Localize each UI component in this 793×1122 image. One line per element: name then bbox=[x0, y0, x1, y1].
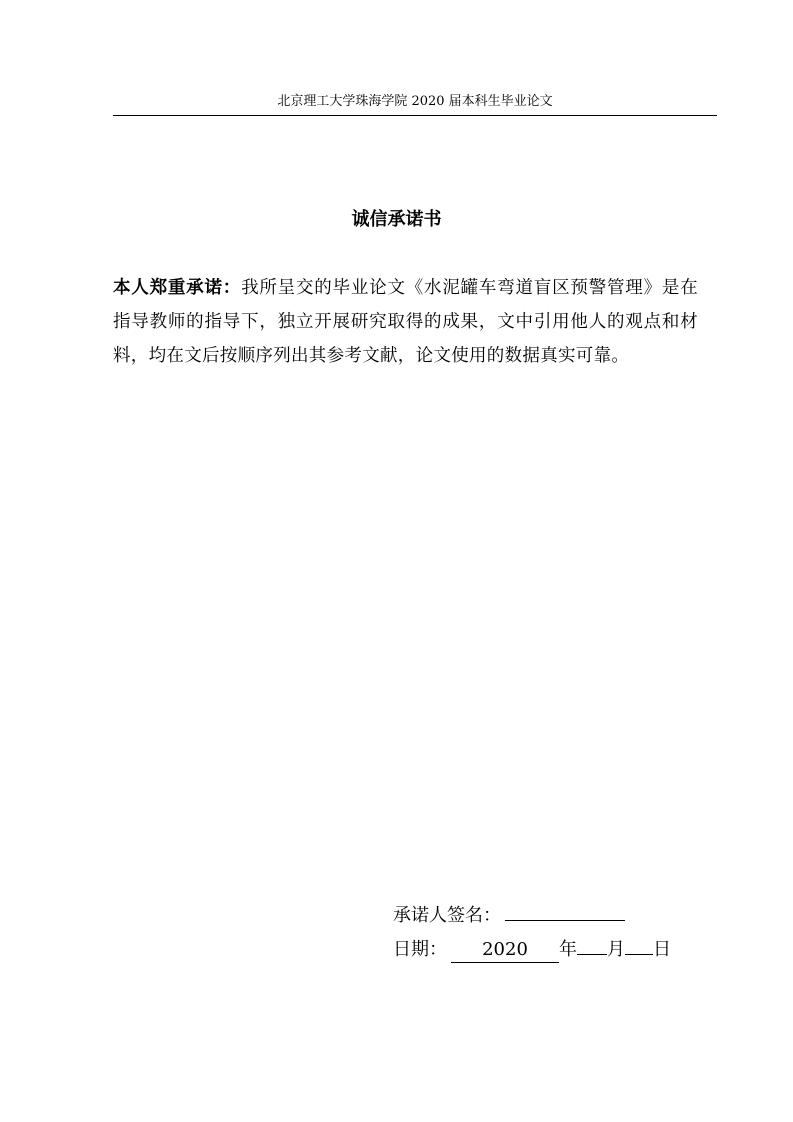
month-unit: 月 bbox=[607, 939, 625, 960]
statement-body: 我所呈交的毕业论文《水泥罐车弯道盲区预警管理》是在指导教师的指导下，独立开展研究取得的成果，文中引用他人的观点和材料，均在文后按顺序列出其参考文献，论文使用的数据真实可靠。 bbox=[113, 278, 698, 366]
day-unit: 日 bbox=[653, 939, 671, 960]
date-row bbox=[393, 930, 671, 964]
year-field[interactable]: 2020 bbox=[451, 938, 559, 963]
signature-block bbox=[393, 896, 671, 964]
pledge-statement bbox=[113, 271, 698, 373]
signer-label: 承诺人签名： bbox=[393, 905, 501, 926]
statement-lead: 本人郑重承诺： bbox=[113, 278, 242, 298]
year-unit: 年 bbox=[559, 939, 577, 960]
page-header bbox=[113, 93, 717, 116]
date-label: 日期： bbox=[393, 939, 447, 960]
day-field[interactable] bbox=[625, 930, 653, 955]
document-title: 诚信承诺书 bbox=[351, 209, 442, 230]
month-field[interactable] bbox=[577, 930, 607, 955]
running-title: 北京理工大学珠海学院 2020 届本科生毕业论文 bbox=[277, 94, 553, 109]
signer-row bbox=[393, 896, 671, 930]
signer-signature-field[interactable] bbox=[505, 896, 625, 921]
